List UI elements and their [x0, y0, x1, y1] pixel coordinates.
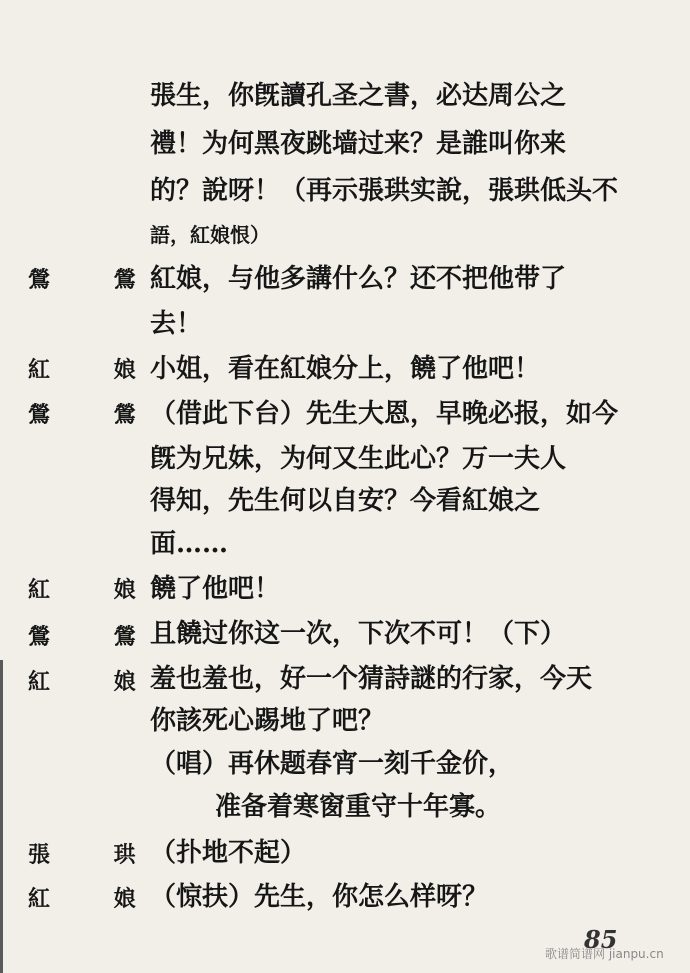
- speaker-name: 鶯 鶯: [28, 624, 164, 650]
- dialogue-line: 去！: [150, 309, 203, 339]
- dialogue-line: 語，紅娘恨）: [150, 223, 270, 247]
- dialogue-line: 張生，你旣讀孔圣之書，必达周公之: [150, 81, 567, 111]
- speaker-name: 紅 娘: [28, 886, 164, 912]
- dialogue-line: （惊扶）先生，你怎么样呀？: [150, 882, 489, 912]
- song-line: 准备着寒窗重守十年寡。: [215, 792, 502, 822]
- speaker-name: 張 珙: [28, 842, 164, 868]
- page-number: 85: [584, 925, 618, 954]
- dialogue-line: 且饒过你这一次，下次不可！（下）: [150, 619, 567, 649]
- dialogue-line: 你該死心踢地了吧？: [150, 706, 385, 736]
- speaker-name: 鶯 鶯: [28, 402, 164, 428]
- speaker-name: 紅 娘: [28, 669, 164, 695]
- speaker-name: 鶯 鶯: [28, 267, 164, 293]
- dialogue-line: （借此下台）先生大恩，早晚必报，如今: [150, 399, 619, 429]
- speaker-name: 紅 娘: [28, 577, 164, 603]
- dialogue-line: 旣为兄妹，为何又生此心？万一夫人: [150, 444, 567, 474]
- dialogue-line: 面……: [150, 529, 229, 559]
- dialogue-line: 得知，先生何以自安？今看紅娘之: [150, 486, 541, 516]
- dialogue-line: 禮！为何黑夜跳墙过来？是誰叫你来: [150, 129, 567, 159]
- dialogue-line: 紅娘，与他多講什么？还不把他带了: [150, 264, 567, 294]
- speaker-name: 紅 娘: [28, 357, 164, 383]
- song-line: （唱）再休题春宵一刻千金价，: [150, 749, 515, 779]
- dialogue-line: （扑地不起）: [150, 838, 307, 868]
- dialogue-line: 的？說呀！（再示張珙实說，張珙低头不: [150, 176, 619, 206]
- site-watermark: 歌谱简谱网 jianpu.cn: [545, 947, 664, 961]
- dialogue-line: 羞也羞也，好一个猜詩謎的行家，今天: [150, 664, 593, 694]
- page-edge-shadow: [0, 660, 3, 973]
- dialogue-line: 饒了他吧！: [150, 574, 281, 604]
- dialogue-line: 小姐，看在紅娘分上，饒了他吧！: [150, 354, 541, 384]
